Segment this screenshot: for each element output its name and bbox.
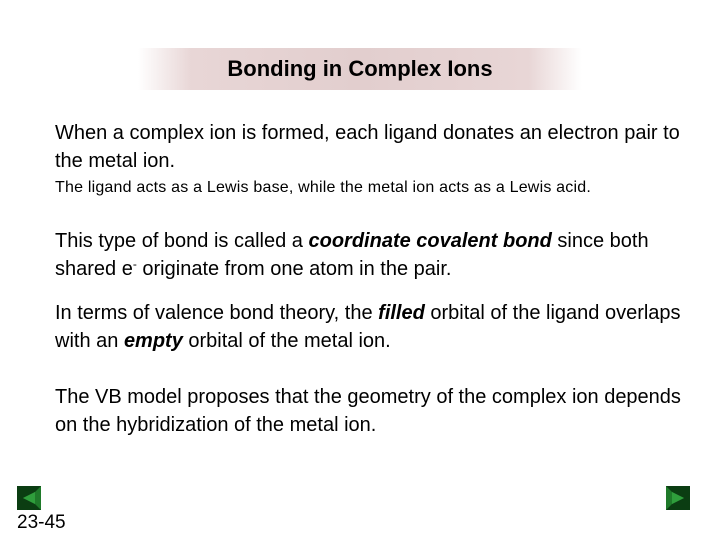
next-slide-button[interactable]	[666, 486, 690, 510]
text-segment: orbital of the metal ion.	[182, 330, 391, 352]
paragraph-vb-geometry: The VB model proposes that the geometry of the complex ion depends on the hybridization of the metal ion.	[55, 386, 681, 436]
paragraph-lewis-acid-base: The ligand acts as a Lewis base, while the metal ion acts as a Lewis acid.	[55, 179, 591, 196]
emphasis-filled: filled	[378, 302, 425, 324]
previous-slide-button[interactable]	[17, 486, 41, 510]
page-number: 23-45	[17, 512, 66, 533]
paragraph-coordinate-bond	[55, 227, 685, 283]
paragraph-ligand-donation: When a complex ion is formed, each ligand donates an electron pair to the metal ion.	[55, 122, 680, 172]
emphasis-empty: empty	[123, 330, 183, 352]
triangle-left-icon	[17, 486, 41, 510]
text-segment: This type of bond is called a	[55, 230, 309, 252]
text-segment: originate from one atom in the pair.	[136, 258, 452, 280]
text-segment: since both shared e	[55, 230, 649, 280]
triangle-right-icon	[666, 486, 690, 510]
paragraph-vb-overlap	[55, 299, 685, 355]
superscript-minus: -	[132, 257, 137, 271]
text-segment: In terms of valence bond theory, the	[55, 302, 379, 324]
text-segment: orbital of the ligand overlaps with an	[55, 302, 681, 352]
slide-title: Bonding in Complex Ions	[227, 56, 493, 81]
emphasis-coordinate-covalent-bond: coordinate covalent bond	[308, 230, 552, 252]
